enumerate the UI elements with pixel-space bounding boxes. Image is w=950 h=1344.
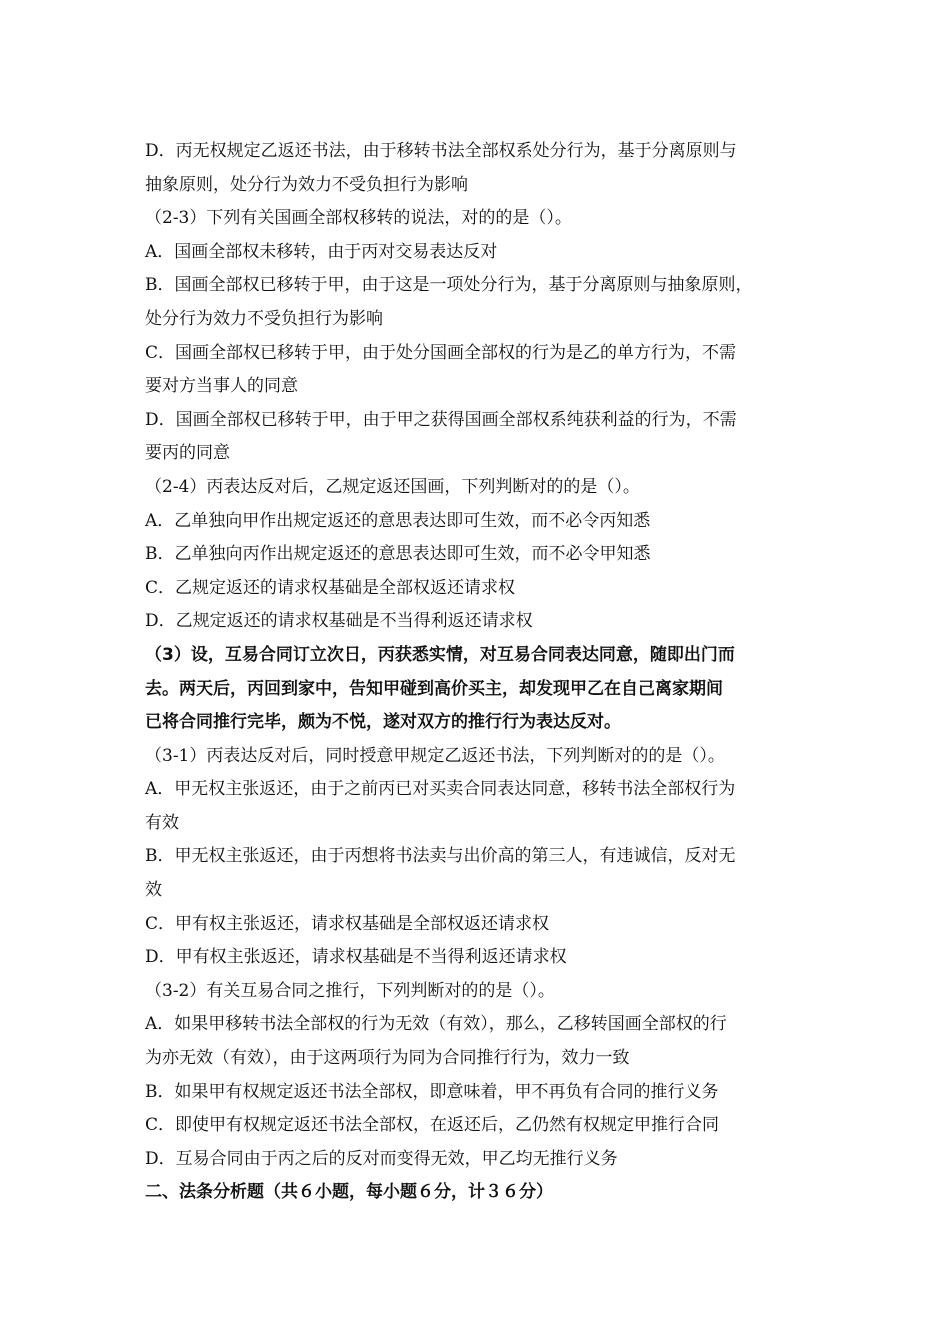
text-line: 有效 [145,812,179,833]
answer-option: B．乙单独向丙作出规定返还的意思表达即可生效，而不必令甲知悉 [145,544,651,565]
answer-option: A．乙单独向甲作出规定返还的意思表达即可生效，而不必令丙知悉 [145,510,651,531]
text-line: 抽象原则，处分行为效力不受负担行为影响 [145,174,468,195]
document-body [145,135,825,1210]
question-stem: （3-2）有关互易合同之推行，下列判断对的的是（）。 [145,980,555,1001]
answer-option: C．国画全部权已移转于甲，由于处分国画全部权的行为是乙的单方行为，不需 [145,342,737,363]
answer-option: A．国画全部权未移转，由于丙对交易表达反对 [145,241,498,262]
text-line: 要对方当事人的同意 [145,376,298,397]
answer-option: A．甲无权主张返还，由于之前丙已对买卖合同表达同意，移转书法全部权行为 [145,779,736,800]
answer-option: D．乙规定返还的请求权基础是不当得利返还请求权 [145,611,533,632]
text-line: 要丙的同意 [145,443,230,464]
answer-option: D．甲有权主张返还，请求权基础是不当得利返还请求权 [145,947,567,968]
section-heading: （3）设，互易合同订立次日，丙获悉实情，对互易合同表达同意，随即出门而 [145,644,735,665]
answer-option: B．国画全部权已移转于甲，由于这是一项处分行为，基于分离原则与抽象原则， [145,275,753,296]
answer-option: D．丙无权规定乙返还书法，由于移转书法全部权系处分行为，基于分离原则与 [145,141,737,161]
text-line: 处分行为效力不受负担行为影响 [145,308,383,329]
answer-option: C．甲有权主张返还，请求权基础是全部权返还请求权 [145,913,550,934]
question-stem: （2-3）下列有关国画全部权移转的说法，对的的是（）。 [145,208,572,229]
section-heading: 去。两天后，丙回到家中，告知甲碰到高价买主，却发现甲乙在自己离家期间 [145,678,723,699]
text-line: 为亦无效（有效），由于这两项行为同为合同推行行为，效力一致 [145,1048,630,1069]
section-heading: 二、法条分析题（共６小题，每小题６分，计３６分） [145,1182,553,1203]
question-stem: （2-4）丙表达反对后，乙规定返还国画，下列判断对的的是（）。 [145,476,640,497]
answer-option: B．甲无权主张返还，由于丙想将书法卖与出价高的第三人，有违诚信，反对无 [145,846,736,867]
text-line: 效 [145,880,162,901]
answer-option: D．国画全部权已移转于甲，由于甲之获得国画全部权系纯获利益的行为，不需 [145,409,737,430]
answer-option: C．即使甲有权规定返还书法全部权，在返还后，乙仍然有权规定甲推行合同 [145,1115,720,1136]
answer-option: D．互易合同由于丙之后的反对而变得无效，甲乙均无推行义务 [145,1148,618,1169]
section-heading: 已将合同推行完毕，颇为不悦，遂对双方的推行行为表达反对。 [145,712,621,733]
answer-option: C．乙规定返还的请求权基础是全部权返还请求权 [145,577,516,598]
answer-option: B．如果甲有权规定返还书法全部权，即意味着，甲不再负有合同的推行义务 [145,1081,719,1102]
question-stem: （3-1）丙表达反对后，同时授意甲规定乙返还书法，下列判断对的的是（）。 [145,745,725,766]
answer-option: A．如果甲移转书法全部权的行为无效（有效），那么，乙移转国画全部权的行 [145,1014,727,1035]
